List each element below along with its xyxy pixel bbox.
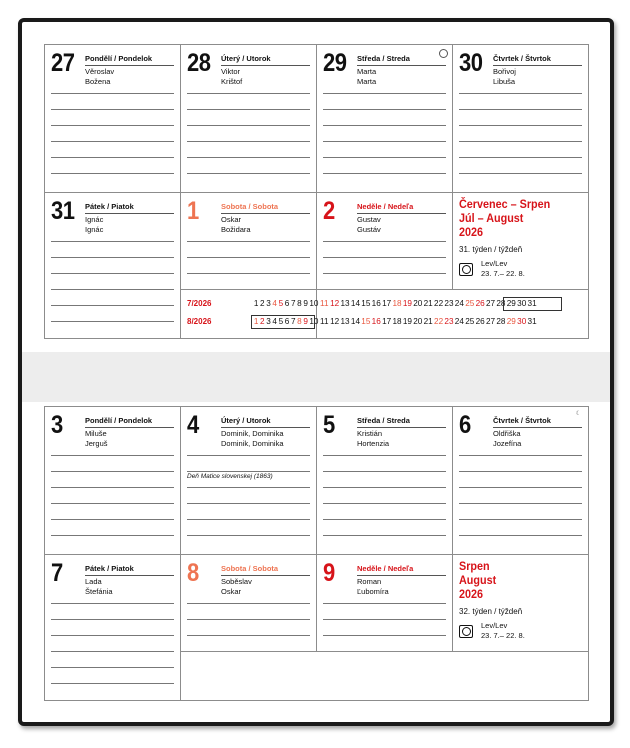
- writing-lines: [323, 407, 446, 554]
- name-day: Božena: [85, 77, 111, 86]
- minical-day[interactable]: 20: [413, 317, 423, 326]
- name-day: Dominik, Dominika: [221, 439, 284, 448]
- name-day: Lada: [85, 577, 102, 586]
- month-heading-line: Srpen: [459, 559, 490, 573]
- day-number: 31: [51, 197, 75, 225]
- week-page-31: [44, 44, 589, 339]
- minical-day[interactable]: 20: [413, 299, 423, 308]
- name-day: Ľubomíra: [357, 587, 389, 596]
- minical-day[interactable]: 27: [485, 299, 496, 308]
- zodiac-name: Lev/Lev: [481, 259, 508, 268]
- day-cell-1[interactable]: [45, 45, 180, 192]
- writing-lines: [187, 45, 310, 192]
- day-cell-7[interactable]: [317, 555, 452, 651]
- name-day: Božidara: [221, 225, 251, 234]
- page-fold: [22, 352, 610, 402]
- day-number: 8: [187, 559, 199, 587]
- day-number: 6: [459, 411, 471, 439]
- month-summary: [453, 193, 588, 289]
- day-cell-4[interactable]: [453, 407, 588, 554]
- writing-lines: [459, 407, 582, 554]
- minical-day[interactable]: 21: [423, 299, 433, 308]
- zodiac-range: 23. 7.– 22. 8.: [481, 631, 525, 640]
- minical-row: [253, 299, 537, 308]
- minical-day[interactable]: 29: [506, 317, 516, 326]
- minical-day[interactable]: 18: [392, 299, 402, 308]
- name-day: Oskar: [221, 587, 242, 596]
- name-day: Viktor: [221, 67, 241, 76]
- minical-day[interactable]: 19: [402, 317, 412, 326]
- minical-day[interactable]: 4: [272, 299, 277, 308]
- zodiac-range: 23. 7.– 22. 8.: [481, 269, 525, 278]
- writing-lines: [51, 193, 174, 338]
- name-day: Dominik, Dominika: [221, 429, 284, 438]
- minical-day[interactable]: 13: [340, 317, 350, 326]
- minical-day[interactable]: 3: [266, 299, 271, 308]
- day-cell-3[interactable]: [317, 407, 452, 554]
- zodiac-name: Lev/Lev: [481, 621, 508, 630]
- minical-day[interactable]: 24: [454, 299, 464, 308]
- day-number: 27: [51, 49, 75, 77]
- day-number: 28: [187, 49, 211, 77]
- minical-month-label: 7/2026: [187, 299, 212, 308]
- minical-month-label: 8/2026: [187, 317, 212, 326]
- writing-lines: [323, 555, 446, 651]
- writing-lines: [323, 193, 446, 289]
- name-day: Štefánia: [85, 587, 113, 596]
- minical-day[interactable]: 10: [309, 317, 319, 326]
- writing-lines: [51, 407, 174, 554]
- week-number: 32. týden / týždeň: [459, 607, 523, 616]
- day-name: Neděle / Nedeľa: [357, 564, 414, 573]
- day-name: Středa / Streda: [357, 416, 410, 425]
- minical-day[interactable]: 30: [517, 299, 527, 308]
- minical-day[interactable]: 9: [303, 299, 308, 308]
- name-day: Věroslav: [85, 67, 115, 76]
- minical-day[interactable]: 10: [309, 299, 319, 308]
- day-cell-6[interactable]: [181, 193, 316, 289]
- month-heading-line: August: [459, 573, 497, 587]
- day-cell-2[interactable]: [181, 407, 316, 554]
- day-name: Úterý / Utorok: [221, 416, 271, 425]
- zodiac-text: [481, 621, 525, 641]
- day-name: Pondělí / Pondelok: [85, 416, 153, 425]
- day-number: 9: [323, 559, 335, 587]
- name-day: Bořivoj: [493, 67, 516, 76]
- month-heading-line: Júl – August: [459, 211, 524, 225]
- day-name: Neděle / Nedeľa: [357, 202, 414, 211]
- minical-day[interactable]: 11: [320, 299, 329, 308]
- writing-lines: [459, 45, 582, 192]
- minical-day[interactable]: 8: [297, 317, 302, 326]
- name-day: Jerguš: [85, 439, 108, 448]
- name-day: Ignác: [85, 215, 104, 224]
- minical-day[interactable]: 22: [434, 317, 444, 326]
- minical-day[interactable]: 15: [361, 317, 371, 326]
- moon-phase-icon: [439, 49, 448, 58]
- day-cell-5[interactable]: [45, 555, 180, 700]
- name-day: Roman: [357, 577, 382, 586]
- month-heading-line: 2026: [459, 587, 484, 601]
- minical-day[interactable]: 19: [402, 299, 412, 308]
- day-number: 5: [323, 411, 335, 439]
- name-day: Soběslav: [221, 577, 252, 586]
- minical-day[interactable]: 31: [527, 299, 537, 308]
- day-name: Středa / Streda: [357, 54, 410, 63]
- minical-day[interactable]: 3: [266, 317, 271, 326]
- name-day: Libuša: [493, 77, 516, 86]
- minical-day[interactable]: 25: [465, 299, 475, 308]
- minical-day[interactable]: 5: [278, 317, 284, 326]
- month-heading-line: 2026: [459, 225, 484, 239]
- moon-phase-icon: ☾: [575, 411, 582, 417]
- minical-day[interactable]: 15: [361, 299, 371, 308]
- minical-day[interactable]: 31: [527, 317, 537, 326]
- minical-day[interactable]: 12: [330, 299, 340, 308]
- day-cell-1[interactable]: [45, 407, 180, 554]
- current-week-box: [251, 315, 315, 329]
- month-summary: [453, 555, 588, 651]
- minical-day[interactable]: 26: [475, 299, 485, 308]
- day-number: 30: [459, 49, 483, 77]
- day-cell-3[interactable]: [317, 45, 452, 192]
- day-cell-7[interactable]: [317, 193, 452, 289]
- day-name: Čtvrtek / Štvrtok: [493, 416, 551, 425]
- minical-day[interactable]: 8: [297, 299, 302, 308]
- minical-day[interactable]: 5: [278, 299, 284, 308]
- day-cell-5[interactable]: [45, 193, 180, 338]
- day-number: 2: [323, 197, 335, 225]
- day-name: Pátek / Piatok: [85, 564, 134, 573]
- day-number: 4: [187, 411, 199, 439]
- writing-lines: [51, 45, 174, 192]
- day-cell-4[interactable]: [453, 45, 588, 192]
- name-day: Miluše: [85, 429, 107, 438]
- name-day: Jozefína: [493, 439, 522, 448]
- minical-day[interactable]: 16: [371, 317, 381, 326]
- writing-lines: [187, 555, 310, 651]
- month-heading: [459, 559, 496, 601]
- minical-day[interactable]: 30: [517, 317, 527, 326]
- minical-day[interactable]: 27: [485, 317, 496, 326]
- name-day: Kristián: [357, 429, 383, 438]
- minical-day[interactable]: 17: [382, 299, 392, 308]
- day-cell-6[interactable]: [181, 555, 316, 651]
- current-week-box: [503, 297, 562, 311]
- writing-lines: [323, 45, 446, 192]
- minical-day[interactable]: 7: [290, 299, 296, 308]
- minical-day[interactable]: 21: [423, 317, 433, 326]
- minical-day[interactable]: 16: [371, 299, 381, 308]
- writing-lines: [187, 407, 310, 554]
- minical-day[interactable]: 26: [475, 317, 485, 326]
- week-page-32: [44, 406, 589, 701]
- holiday-note: Deň Matice slovenskej (1863): [187, 473, 273, 480]
- minical-day[interactable]: 2: [260, 299, 265, 308]
- name-day: Ignác: [85, 225, 104, 234]
- name-day: Oskar: [221, 215, 242, 224]
- day-name: Úterý / Utorok: [221, 54, 271, 63]
- minical-day[interactable]: 14: [350, 299, 360, 308]
- writing-lines: [51, 555, 174, 700]
- name-day: Marta: [357, 77, 377, 86]
- day-name: Pondělí / Pondelok: [85, 54, 153, 63]
- minical-day[interactable]: 11: [320, 317, 329, 326]
- day-cell-2[interactable]: [181, 45, 316, 192]
- name-day: Marta: [357, 67, 377, 76]
- month-heading: [459, 197, 550, 239]
- minical-day[interactable]: 25: [465, 317, 475, 326]
- minical-day[interactable]: 1: [253, 299, 259, 308]
- day-number: 29: [323, 49, 347, 77]
- minical-day[interactable]: 12: [330, 317, 340, 326]
- minical-day[interactable]: 28: [496, 299, 506, 308]
- minical-day[interactable]: 22: [434, 299, 444, 308]
- zodiac-leo-icon: [459, 263, 473, 276]
- day-name: Sobota / Sobota: [221, 202, 279, 211]
- day-number: 7: [51, 559, 63, 587]
- minical-day[interactable]: 17: [382, 317, 392, 326]
- zodiac-leo-icon: [459, 625, 473, 638]
- zodiac-text: [481, 259, 525, 279]
- day-name: Čtvrtek / Štvrtok: [493, 54, 551, 63]
- name-day: Hortenzia: [357, 439, 390, 448]
- minical-day[interactable]: 28: [496, 317, 506, 326]
- minical-day[interactable]: 18: [392, 317, 402, 326]
- writing-lines: [187, 193, 310, 289]
- minical-day[interactable]: 6: [284, 299, 290, 308]
- minical-day[interactable]: 7: [290, 317, 296, 326]
- name-day: Gustav: [357, 215, 381, 224]
- minical-day[interactable]: 24: [454, 317, 464, 326]
- minical-day[interactable]: 1: [253, 317, 259, 326]
- name-day: Gustáv: [357, 225, 381, 234]
- name-day: Krištof: [221, 77, 243, 86]
- day-number: 3: [51, 411, 63, 439]
- minical-day[interactable]: 9: [303, 317, 308, 326]
- day-number: 1: [187, 197, 199, 225]
- minical-day[interactable]: 6: [284, 317, 290, 326]
- minical-day[interactable]: 23: [444, 317, 454, 326]
- minical-day[interactable]: 14: [350, 317, 360, 326]
- minical-day[interactable]: 4: [272, 317, 277, 326]
- week-number: 31. týden / týždeň: [459, 245, 523, 254]
- month-heading-line: Červenec – Srpen: [459, 197, 551, 211]
- day-name: Pátek / Piatok: [85, 202, 134, 211]
- minical-day[interactable]: 13: [340, 299, 350, 308]
- minical-day[interactable]: 29: [506, 299, 516, 308]
- name-day: Oldřiška: [493, 429, 521, 438]
- minical-day[interactable]: 23: [444, 299, 454, 308]
- day-name: Sobota / Sobota: [221, 564, 279, 573]
- minical-day[interactable]: 2: [260, 317, 265, 326]
